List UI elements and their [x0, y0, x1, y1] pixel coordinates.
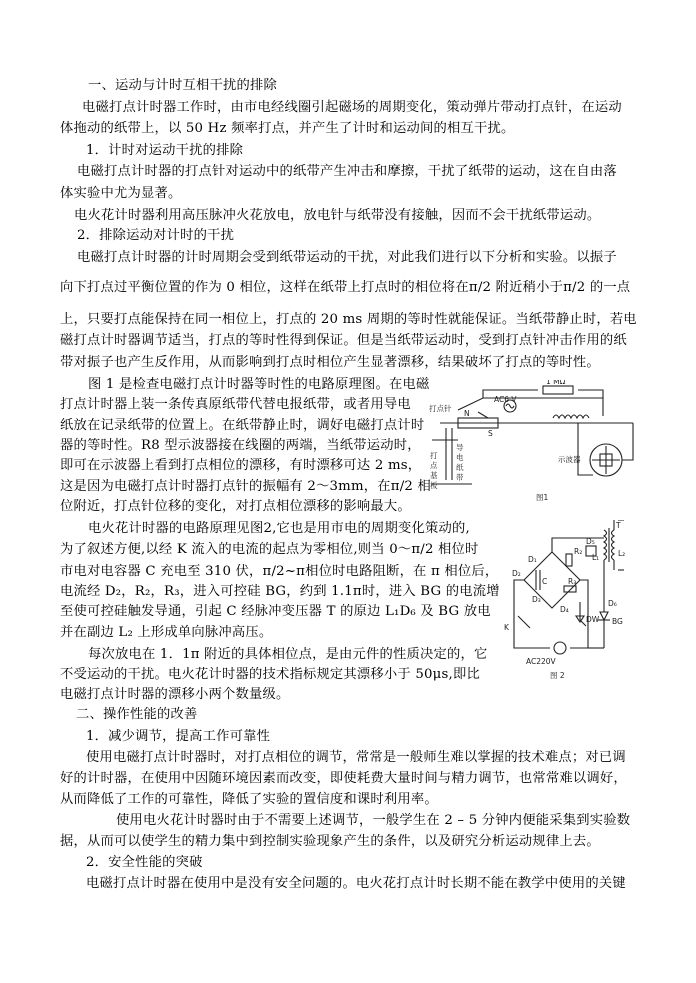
- fig2-label-t: T: [616, 521, 621, 530]
- figure-2: [490, 520, 640, 680]
- fig1-label-paper-3: 纸: [456, 463, 464, 472]
- paragraph-line: 每次放电在 1．1π 附近的具体相位点，是由元件的性质决定的，它: [88, 647, 488, 662]
- paragraph-line: 体拖动的纸带上，以 50 Hz 频率打点，并产生了计时和运动间的相互干扰。: [60, 121, 515, 136]
- fig2-label-k: K: [504, 623, 509, 632]
- paragraph-line: 不受运动的干扰。电火花计时器的技术指标规定其漂移小于 50μs,即比: [60, 667, 480, 682]
- paragraph-line: 电火花计时器利用高压脉冲火花放电，放电针与纸带没有接触，因而不会干扰纸带运动。: [74, 208, 601, 223]
- subheading-1-1: 1．计时对运动干扰的排除: [86, 143, 244, 158]
- paragraph-line: 电磁打点计时器的计时周期会受到纸带运动的干扰，对此我们进行以下分析和实验。以振子: [77, 250, 617, 265]
- paragraph-line: 为了叙述方便,以经 K 流入的电流的起点为零相位,则当 0～π/2 相位时: [60, 542, 479, 557]
- fig2-label-c: C: [542, 577, 548, 586]
- figure-1-caption: 图1: [536, 493, 549, 502]
- figure-2-caption: 图 2: [550, 671, 565, 680]
- paragraph-line: 磁打点计时器调节适当，打点的等时性得到保证。但是当纸带运动时，受到打点针冲击作用的纸: [60, 333, 627, 348]
- fig2-label-d1: D₁: [528, 555, 537, 564]
- fig1-label-paper-2: 电: [456, 453, 464, 462]
- paragraph-line: 使用电火花计时器时由于不需要上述调节，一般学生在 2 – 5 分钟内便能采集到实验数: [116, 813, 631, 828]
- figure-2-drawing: [490, 520, 640, 680]
- paragraph-line: 据，从而可以使学生的精力集中到控制实验现象产生的条件，以及研究分析运动规律上去。: [60, 834, 600, 849]
- subheading-2-2: 2．安全性能的突破: [86, 855, 203, 870]
- fig2-label-dw: DW: [586, 615, 600, 624]
- fig1-label-ac: AC6 V: [494, 395, 517, 404]
- figure-1-drawing: [428, 380, 646, 506]
- fig2-label-r2: R₂: [574, 547, 583, 556]
- fig1-label-base-1: 打: [430, 451, 438, 460]
- paragraph-line: 纸放在记录纸带的位置上。在纸带静止时，调好电磁打点计时: [60, 418, 425, 433]
- fig1-label-base-2: 点: [430, 461, 438, 470]
- fig2-label-d4: D₄: [560, 605, 569, 614]
- paragraph-line: 这是因为电磁打点计时器打点针的振幅有 2～3mm，在π/2 相: [60, 479, 431, 494]
- paragraph-line: 向下打点过平衡位置的作为 0 相位，这样在纸带上打点时的相位将在π/2 附近稍小于π/2 的一点: [60, 280, 631, 295]
- fig1-label-paper-1: 导: [456, 443, 464, 452]
- fig2-label-bg: BG: [612, 617, 623, 626]
- fig2-label-ac: AC220V: [526, 657, 556, 666]
- paragraph-line: 并在副边 L₂ 上形成单向脉冲高压。: [60, 625, 273, 640]
- fig2-label-l2: L₂: [618, 549, 626, 558]
- fig2-label-d3: D₃: [532, 595, 541, 604]
- section-heading-2: 二、操作性能的改善: [76, 707, 198, 722]
- paragraph-line: 电流经 D₂，R₂，R₃，进入可控硅 BG，约到 1.1π时，进入 BG 的电流增: [60, 584, 500, 599]
- figure-1: [428, 380, 646, 506]
- fig1-label-base-4: 板: [430, 481, 438, 490]
- paragraph-line: 上，只要打点能保持在同一相位上，打点的 20 ms 周期的等时性就能保证。当纸带静止时，若电: [60, 312, 637, 327]
- paragraph-line: 带对振子也产生反作用，从而影响到打点时相位产生显著漂移，结果破坏了打点的等时性。: [60, 355, 600, 370]
- fig2-label-d6: D₆: [608, 599, 617, 608]
- fig1-label-s: S: [488, 429, 493, 438]
- fig2-label-r3: R₃: [568, 577, 577, 586]
- fig1-label-n: N: [464, 409, 470, 418]
- paragraph-line: 即可在示波器上看到打点相位的漂移，有时漂移可达 2 ms，: [60, 458, 422, 473]
- paragraph-line: 电磁打点计时器的漂移小两个数量级。: [60, 687, 290, 702]
- paragraph-line: 电磁打点计时器在使用中是没有安全问题的。电火花打点计时长期不能在教学中使用的关键: [86, 876, 626, 891]
- paragraph-line: 位附近，打点针位移的变化，对打点相位漂移的影响最大。: [60, 499, 411, 514]
- fig1-label-scope: 示波器: [558, 455, 581, 464]
- fig2-label-d2: D₂: [512, 569, 521, 578]
- paragraph-line: 好的计时器，在使用中因随环境因素而改变，即使耗费大量时间与精力调节，也常常难以调好，: [60, 771, 627, 786]
- paragraph-line: 电火花计时器的电路原理见图2,它也是用市电的周期变化策动的,: [88, 521, 470, 536]
- fig2-label-l1: L₁: [592, 553, 600, 562]
- paragraph-line: 电磁打点计时器工作时，由市电经线圈引起磁场的周期变化，策动弹片带动打点针，在运动: [82, 100, 622, 115]
- fig2-label-d5: D₅: [586, 537, 595, 546]
- paragraph-line: 打点计时器上装一条传真原纸带代替电报纸带，或者用导电: [60, 397, 411, 412]
- section-heading-1: 一、运动与计时互相干扰的排除: [88, 78, 277, 93]
- paragraph-line: 图 1 是检查电磁打点计时器等时性的电路原理图。在电磁: [88, 377, 430, 392]
- fig1-label-base-3: 基: [430, 471, 438, 480]
- paragraph-line: 至使可控硅触发导通，引起 C 经脉冲变压器 T 的原边 L₁D₆ 及 BG 放电: [60, 604, 491, 619]
- fig1-label-resistor: 1 MΩ: [546, 380, 566, 386]
- fig1-label-needle: 打点针: [429, 404, 452, 413]
- fig1-label-paper-4: 带: [456, 473, 464, 482]
- subheading-1-2: 2．排除运动对计时的干扰: [77, 228, 235, 243]
- paragraph-line: 使用电磁打点计时器时，对打点相位的调节，常常是一般师生难以掌握的技术难点；对已调: [86, 750, 626, 765]
- paragraph-line: 市电对电容器 C 充电至 310 伏，π/2~π相位时电路阻断，在 π 相位后，: [60, 564, 499, 579]
- paragraph-line: 体实验中尤为显著。: [60, 186, 182, 201]
- paragraph-line: 电磁打点计时器的打点针对运动中的纸带产生冲击和摩擦，干扰了纸带的运动，这在自由落: [77, 164, 617, 179]
- paragraph-line: 从而降低了工作的可靠性，降低了实验的置信度和课时利用率。: [60, 792, 438, 807]
- paragraph-line: 器的等时性。R8 型示波器接在线圈的两端，当纸带运动时，: [60, 438, 421, 453]
- subheading-2-1: 1．减少调节，提高工作可靠性: [86, 729, 271, 744]
